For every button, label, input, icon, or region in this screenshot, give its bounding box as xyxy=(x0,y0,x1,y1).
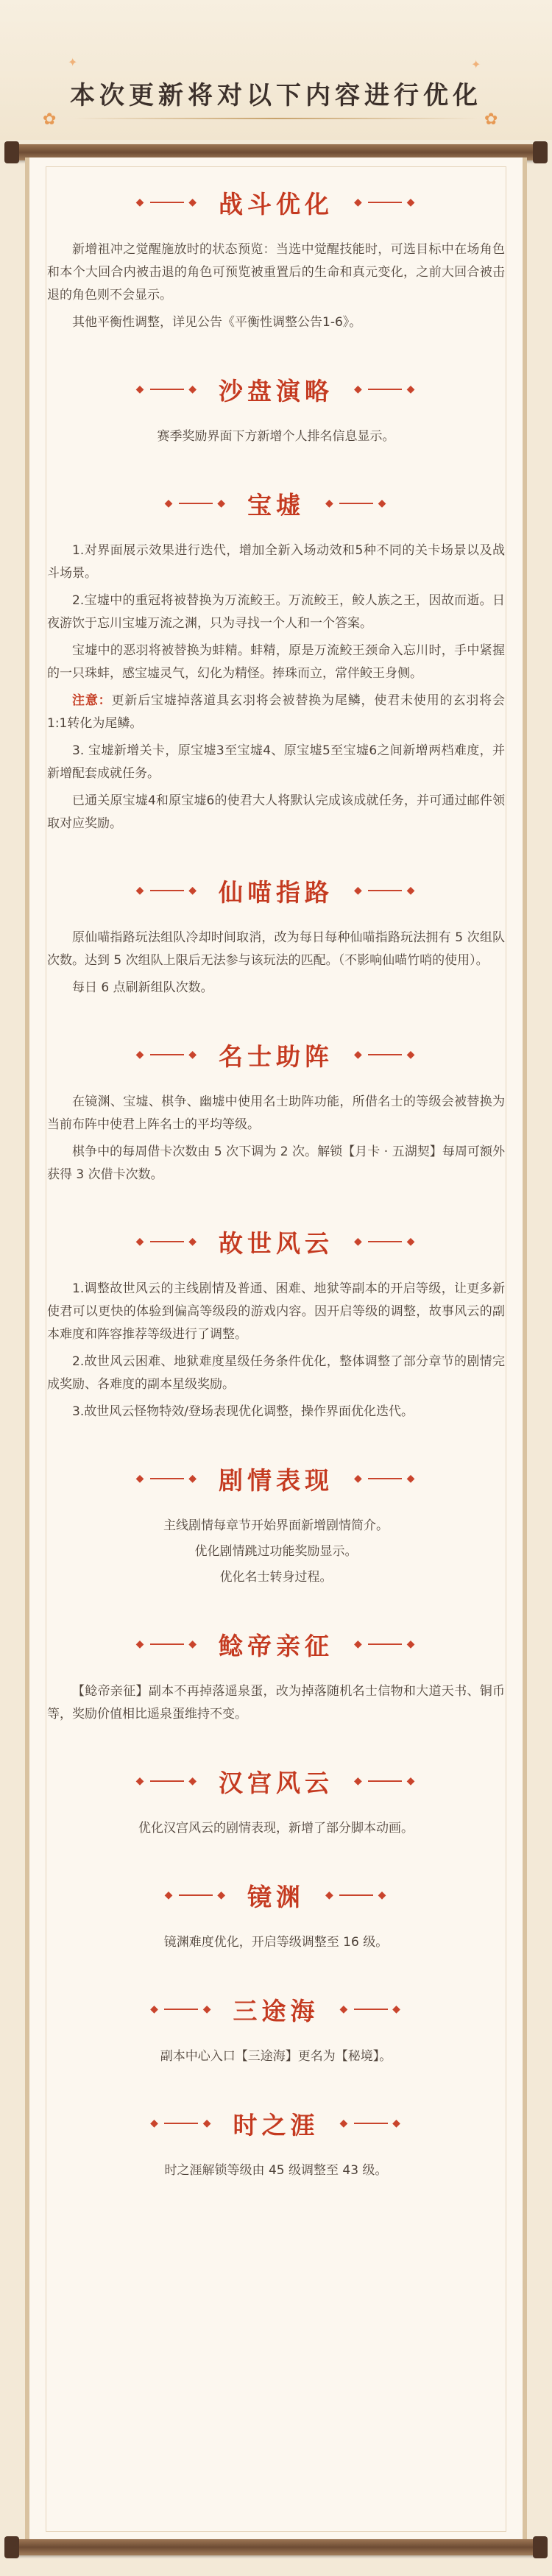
paragraph: 棋争中的每周借卡次数由 5 次下调为 2 次。解锁【月卡 · 五湖契】每周可额外获得 3 次借卡次数。 xyxy=(47,1144,505,1182)
ornament-right-icon: ◆ ◆ xyxy=(354,1049,417,1061)
section-title: 镜渊 xyxy=(247,1882,305,1911)
list-item: 主线剧情每章节开始界面新增剧情简介。 xyxy=(163,1518,389,1533)
section-story xyxy=(47,1459,505,1589)
list-item: 优化剧情跳过功能奖励显示。 xyxy=(194,1544,358,1559)
ornament-left-icon: ◆ ◆ xyxy=(135,383,198,395)
paragraph: 赛季奖励界面下方新增个人排名信息显示。 xyxy=(157,429,395,444)
ornament-left-icon: ◆ ◆ xyxy=(164,498,227,509)
ornament-right-icon: ◆ ◆ xyxy=(354,1473,417,1485)
ornament-right-icon: ◆ ◆ xyxy=(339,2003,402,2015)
ornament-left-icon: ◆ ◆ xyxy=(135,1775,198,1787)
ornament-left-icon: ◆ ◆ xyxy=(164,1889,227,1901)
list-item: 副本中心入口【三途海】更名为【秘境】。 xyxy=(160,2049,392,2064)
section-header xyxy=(47,1624,505,1664)
section-header xyxy=(47,1459,505,1498)
ornament-left-icon: ◆ ◆ xyxy=(135,885,198,896)
list-item: 时之涯解锁等级由 45 级调整至 43 级。 xyxy=(164,2163,388,2178)
section-sandbox xyxy=(47,369,505,448)
ornament-left-icon: ◆ ◆ xyxy=(150,2003,213,2015)
ornament-right-icon: ◆ ◆ xyxy=(354,885,417,896)
ornament-left-icon: ◆ ◆ xyxy=(150,2117,213,2129)
section-header xyxy=(47,871,505,910)
note-label: 注意： xyxy=(72,693,112,708)
sparkle-icon: ✦ xyxy=(471,57,481,71)
paragraph: 宝墟中的恶羽将被替换为蚌精。蚌精，原是万流鲛王颈命入忘川时，手中紧握的一只珠蚌，感宝墟灵气，幻化为精怪。捧珠而立，常伴鲛王身侧。 xyxy=(47,643,505,681)
ornament-left-icon: ◆ ◆ xyxy=(135,1638,198,1650)
ornament-right-icon: ◆ ◆ xyxy=(354,383,417,395)
section-header xyxy=(47,1222,505,1262)
section-cat-guide xyxy=(47,871,505,999)
section-title: 汉宫风云 xyxy=(219,1768,333,1797)
paragraph: 在镜渊、宝墟、棋争、幽墟中使用名士助阵功能，所借名士的等级会被替换为当前布阵中使君上阵名士的平均等级。 xyxy=(47,1094,505,1132)
page-title: 本次更新将对以下内容进行优化 xyxy=(70,81,482,110)
sparkle-icon: ✦ xyxy=(68,55,78,69)
section-title: 沙盘演略 xyxy=(219,376,333,406)
paragraph: 新增祖冲之觉醒施放时的状态预览：当选中觉醒技能时，可选目标中在场角色和本个大回合内被击退的角色可预览被重置后的生命和真元变化，之前大回合被击退的角色则不会显示。 xyxy=(47,242,505,302)
paragraph: 2.故世风云困难、地狱难度星级任务条件优化，整体调整了部分章节的剧情完成奖励、各难度的副本星级奖励。 xyxy=(47,1354,505,1392)
section-title: 故世风云 xyxy=(219,1228,333,1258)
section-time-cliff xyxy=(47,2103,505,2182)
blossom-icon: ✿ xyxy=(43,110,57,129)
paragraph: 每日 6 点刷新组队次数。 xyxy=(72,980,213,995)
section-title: 剧情表现 xyxy=(219,1465,333,1495)
note-text: 更新后宝墟掉落道具玄羽将会被替换为尾鳞，使君未使用的玄羽将会1:1转化为尾鳞。 xyxy=(47,693,505,731)
ornament-right-icon: ◆ ◆ xyxy=(354,1775,417,1787)
section-header xyxy=(47,183,505,222)
ornament-right-icon: ◆ ◆ xyxy=(354,1638,417,1650)
section-title: 宝墟 xyxy=(247,490,305,520)
blossom-icon: ✿ xyxy=(484,110,498,129)
paragraph: 其他平衡性调整，详见公告《平衡性调整公告1-6》。 xyxy=(72,315,362,330)
section-mirror-abyss xyxy=(47,1875,505,1954)
scroll-rod-bottom xyxy=(9,2539,543,2555)
section-battle xyxy=(47,183,505,334)
banner xyxy=(0,0,552,140)
section-header xyxy=(47,2103,505,2143)
ornament-left-icon: ◆ ◆ xyxy=(135,1473,198,1485)
section-santu-sea xyxy=(47,1989,505,2068)
section-title: 仙喵指路 xyxy=(219,877,333,907)
section-notable-assist xyxy=(47,1035,505,1186)
section-header xyxy=(47,1761,505,1801)
paragraph: 2.宝墟中的重冠将被替换为万流鲛王。万流鲛王，鲛人族之王，因故而逝。日夜游饮于忘川宝墟万流之渊，只为寻找一个人和一个答案。 xyxy=(47,593,505,631)
ornament-left-icon: ◆ ◆ xyxy=(135,197,198,208)
ornament-left-icon: ◆ ◆ xyxy=(135,1236,198,1248)
section-header xyxy=(47,1989,505,2029)
ornament-right-icon: ◆ ◆ xyxy=(354,1236,417,1248)
section-title: 鲶帝亲征 xyxy=(219,1631,333,1660)
paragraph: 1.对界面展示效果进行迭代，增加全新入场动效和5种不同的关卡场景以及战斗场景。 xyxy=(47,543,505,581)
list-item: 镜渊难度优化，开启等级调整至 16 级。 xyxy=(163,1935,389,1950)
section-header xyxy=(47,1035,505,1075)
list-item: 优化汉宫风云的剧情表现，新增了部分脚本动画。 xyxy=(138,1821,414,1836)
list-item: 优化名士转身过程。 xyxy=(219,1570,333,1585)
section-title: 名士助阵 xyxy=(219,1041,333,1071)
section-past-world xyxy=(47,1222,505,1423)
section-han-palace xyxy=(47,1761,505,1840)
section-header xyxy=(47,369,505,409)
paragraph: 1.调整故世风云的主线剧情及普通、困难、地狱等副本的开启等级，让更多新使君可以更快的体验到偏高等级段的游戏内容。因开启等级的调整，故事风云的副本难度和阵容推荐等级进行了调整。 xyxy=(47,1281,505,1342)
ornament-right-icon: ◆ ◆ xyxy=(354,197,417,208)
section-header xyxy=(47,1875,505,1915)
paragraph: 3.故世风云怪物特效/登场表现优化调整，操作界面优化迭代。 xyxy=(72,1404,414,1419)
section-title: 三途海 xyxy=(233,1996,319,2025)
ornament-right-icon: ◆ ◆ xyxy=(325,498,388,509)
paragraph: 已通关原宝墟4和原宝墟6的使君大人将默认完成该成就任务，并可通过邮件领取对应奖励。 xyxy=(47,793,505,831)
section-title: 战斗优化 xyxy=(219,189,333,219)
paragraph: 3. 宝墟新增关卡，原宝墟3至宝墟4、原宝墟5至宝墟6之间新增两档难度，并新增配套成就任务。 xyxy=(47,743,505,781)
section-title: 时之涯 xyxy=(233,2110,319,2140)
section-header xyxy=(47,484,505,523)
paragraph: 【鲶帝亲征】副本不再掉落遥泉蛋，改为掉落随机名士信物和大道天书、铜币等，奖励价值相比遥泉蛋维持不变。 xyxy=(47,1684,505,1722)
ornament-right-icon: ◆ ◆ xyxy=(325,1889,388,1901)
section-catfish-emperor xyxy=(47,1624,505,1726)
paragraph: 原仙喵指路玩法组队冷却时间取消，改为每日每种仙喵指路玩法拥有 5 次组队次数。达到 5 次组队上限后无法参与该玩法的匹配。（不影响仙喵竹哨的使用）。 xyxy=(47,930,505,968)
note-paragraph xyxy=(47,690,505,735)
divider xyxy=(74,118,478,119)
ornament-right-icon: ◆ ◆ xyxy=(339,2117,402,2129)
section-treasure-ruins xyxy=(47,484,505,835)
ornament-left-icon: ◆ ◆ xyxy=(135,1049,198,1061)
notice-content xyxy=(47,183,505,2218)
